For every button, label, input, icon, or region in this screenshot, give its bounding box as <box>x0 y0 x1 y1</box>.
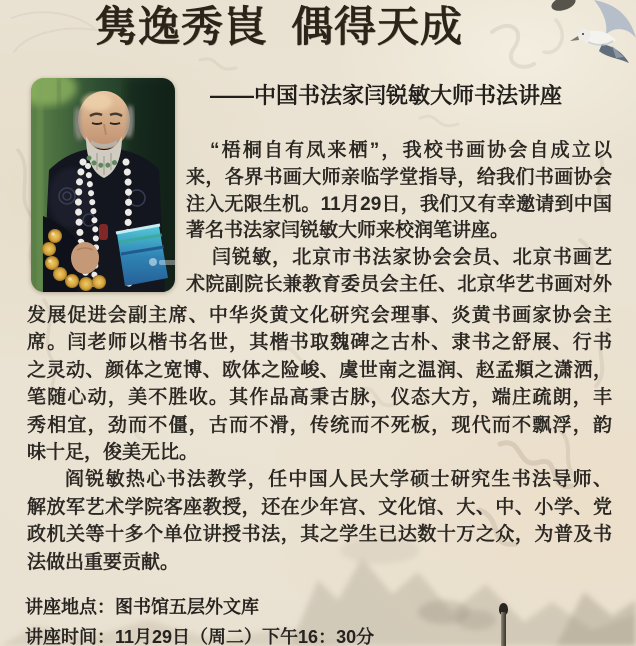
article-line: 笔随心动，美不胜收。其作品高秉古脉，仪态大方，端庄疏朗，丰 <box>27 387 612 409</box>
poster-title <box>95 2 575 54</box>
lecture-info <box>25 593 445 646</box>
poster-subtitle: ——中国书法家闫锐敏大师书法讲座 <box>210 83 563 108</box>
article-line: 政机关等十多个单位讲授书法，其之学生已达数十万之众，为普及书 <box>27 524 612 546</box>
article-line: 之灵动、颜体之宽博、欧体之险峻、虞世南之温润、赵孟頫之潇洒， <box>27 359 612 381</box>
title-phrase-1: 隽逸秀崀 <box>95 2 268 51</box>
article-line: 术院副院长兼教育委员会主任、北京华艺书画对外 <box>186 273 612 295</box>
lecture-time: 讲座时间：11月29日（周二）下午16：30分 <box>25 626 375 646</box>
article-line: 秀相宜，劲而不僵，古而不滑，传统而不死板，现代而不飘浮，韵 <box>27 414 612 436</box>
article-full-text <box>27 302 612 576</box>
article-line: 来，各界书画大师亲临学堂指导，给我们书画协会 <box>186 166 612 188</box>
article-line: 席。闫老师以楷书名世，其楷书取魏碑之古朴、隶书之舒展、行书 <box>27 332 612 354</box>
article-line: “梧桐自有凤来栖”，我校书画协会自成立以 <box>210 140 612 161</box>
seagull-icon <box>566 0 636 64</box>
article-line: 法做出重要贡献。 <box>27 551 180 573</box>
ink-brush-shaft <box>501 612 506 646</box>
article-line: 著名书法家闫锐敏大师来校润笔讲座。 <box>186 220 510 242</box>
calligrapher-portrait-photo <box>31 78 175 292</box>
lecture-location: 讲座地点：图书馆五层外文库 <box>25 597 259 617</box>
article-line: 发展促进会副主席、中华炎黄文化研究会理事、炎黄书画家协会主 <box>27 305 612 326</box>
article-line: 阎锐敏热心书法教学，任中国人民大学硕士研究生书法导师、 <box>65 469 612 491</box>
article-line: 注入无限生机。11月29日，我们又有幸邀请到中国 <box>186 193 612 215</box>
article-line: 闫锐敏，北京市书法家协会会员、北京书画艺 <box>212 247 612 269</box>
ink-brush-tip <box>499 603 508 615</box>
article-column-text <box>186 138 612 299</box>
title-phrase-2: 偶得天成 <box>291 2 464 51</box>
article-line: 味十足，俊美无比。 <box>27 442 199 464</box>
article-line: 解放军艺术学院客座教授，还在少年宫、文化馆、大、中、小学、党 <box>27 496 612 518</box>
